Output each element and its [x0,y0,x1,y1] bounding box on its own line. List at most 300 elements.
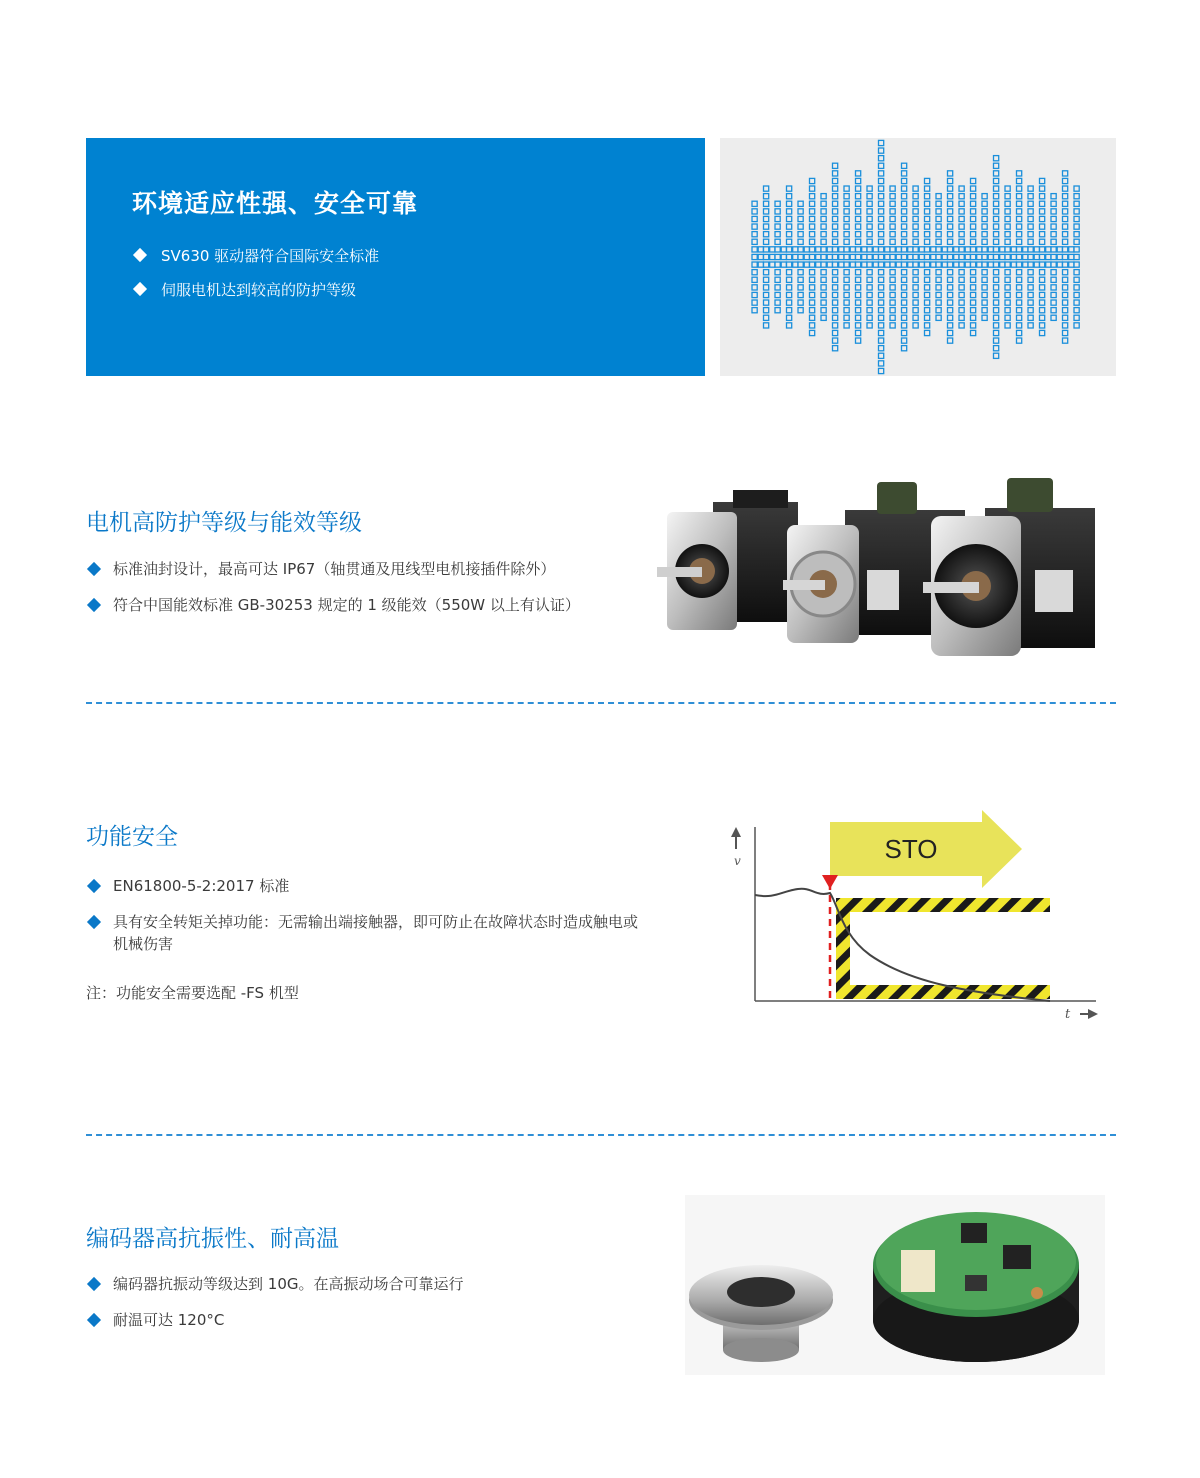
wave-cell [1017,338,1022,343]
wave-cell [821,216,826,221]
wave-cell [1074,262,1079,267]
wave-cell [844,209,849,214]
wave-cell [994,201,999,206]
safety-section-title: 功能安全 [86,824,178,850]
wave-cell [959,300,964,305]
wave-cell [913,285,918,290]
wave-cell [1028,201,1033,206]
wave-cell [936,308,941,313]
wave-cell [936,201,941,206]
wave-cell [925,216,930,221]
wave-cell [833,224,838,229]
wave-cell [787,239,792,244]
wave-cell [1040,323,1045,328]
wave-cell [764,224,769,229]
wave-cell [879,239,884,244]
wave-cell [833,216,838,221]
motor-bullet [86,558,580,594]
wave-cell [902,209,907,214]
wave-cell [1028,270,1033,275]
hero-title: 环境适应性强、安全可靠 [132,189,419,218]
wave-cell [867,201,872,206]
wave-cell [1028,239,1033,244]
wave-cell [821,270,826,275]
wave-cell [764,270,769,275]
wave-cell [879,315,884,320]
wave-cell [982,285,987,290]
wave-cell [833,262,838,267]
wave-cell [1051,300,1056,305]
wave-cell [890,262,895,267]
wave-cell [844,292,849,297]
wave-cell [844,224,849,229]
wave-cell [775,209,780,214]
wave-cell [816,254,821,259]
wave-cell [764,201,769,206]
wave-cell [1028,247,1033,252]
wave-cell [1028,254,1033,259]
wave-cell [810,277,815,282]
wave-cell [810,292,815,297]
wave-cell [925,232,930,237]
wave-cell [1051,201,1056,206]
wave-cell [959,209,964,214]
wave-cell [1005,247,1010,252]
wave-cell [839,262,844,267]
wave-cell [1063,308,1068,313]
wave-cell [948,300,953,305]
wave-cell [971,262,976,267]
wave-cell [913,224,918,229]
wave-cell [925,308,930,313]
wave-cell [936,300,941,305]
wave-cell [856,292,861,297]
wave-cell [948,224,953,229]
wave-cell [752,201,757,206]
wave-cell [879,224,884,229]
wave-cell [1034,247,1039,252]
wave-cell [902,285,907,290]
wave-cell [798,247,803,252]
wave-cell [833,323,838,328]
wave-cell [994,156,999,161]
wave-cell [1074,224,1079,229]
wave-cell [1005,201,1010,206]
wave-cell [856,216,861,221]
safety-bullet-text: 机械伤害 [113,935,174,953]
wave-cell [1028,224,1033,229]
wave-cell [902,216,907,221]
wave-cell [833,285,838,290]
wave-cell [810,216,815,221]
wave-cell [1063,292,1068,297]
wave-cell [948,262,953,267]
wave-cell [798,201,803,206]
wave-cell [1023,262,1028,267]
wave-cell [764,308,769,313]
wave-cell [959,201,964,206]
wave-cell [925,178,930,183]
wave-cell [856,308,861,313]
wave-cell [1005,239,1010,244]
wave-cell [867,262,872,267]
wave-cell [1017,323,1022,328]
wave-cell [821,262,826,267]
section-divider [86,1134,1116,1136]
wave-cell [1000,254,1005,259]
wave-cell [1000,262,1005,267]
wave-cell [1069,247,1074,252]
y-axis-arrow-icon [731,827,741,837]
wave-cell [752,270,757,275]
wave-cell [971,209,976,214]
wave-cell [890,323,895,328]
wave-cell [1040,232,1045,237]
wave-cell [1051,254,1056,259]
wave-cell [844,277,849,282]
wave-cell [959,224,964,229]
wave-cell [787,232,792,237]
wave-cell [959,277,964,282]
wave-cell [1063,247,1068,252]
wave-cell [856,178,861,183]
wave-cell [867,247,872,252]
wave-cell [810,201,815,206]
wave-cell [1057,247,1062,252]
wave-cell [1051,285,1056,290]
wave-cell [1028,262,1033,267]
wave-cell [959,186,964,191]
encoder-bullet-text: 耐温可达 120°C [113,1311,225,1329]
wave-cell [994,224,999,229]
diamond-bullet-icon [87,915,101,929]
wave-cell [798,232,803,237]
wave-cell [821,209,826,214]
safety-bullet-text: EN61800-5-2:2017 标准 [113,877,290,895]
wave-cell [965,247,970,252]
wave-cell [913,308,918,313]
wave-cell [994,247,999,252]
wave-cell [982,308,987,313]
wave-cell [948,292,953,297]
wave-cell [1028,216,1033,221]
wave-cell [1000,247,1005,252]
wave-cell [1074,186,1079,191]
wave-cell [1023,247,1028,252]
wave-cell [936,216,941,221]
wave-cell [1051,292,1056,297]
wave-cell [879,148,884,153]
wave-cell [913,292,918,297]
wave-cell [764,247,769,252]
encoder-image [685,1195,1105,1375]
wave-cell [971,178,976,183]
wave-cell [879,209,884,214]
wave-cell [879,353,884,358]
wave-cell [821,308,826,313]
wave-cell [798,285,803,290]
wave-cell [752,292,757,297]
wave-cell [1017,262,1022,267]
wave-cell [752,224,757,229]
signal-wave-graphic [720,138,1116,376]
x-axis-arrow-icon [1088,1009,1098,1019]
wave-cell [856,186,861,191]
wave-cell [850,254,855,259]
wave-cell [1017,254,1022,259]
wave-cell [994,209,999,214]
wave-cell [844,308,849,313]
safety-bullet [86,911,638,955]
wave-cell [879,232,884,237]
wave-cell [1017,201,1022,206]
wave-cell [879,300,884,305]
wave-cell [902,323,907,328]
wave-cell [988,262,993,267]
wave-cell [833,232,838,237]
wave-cell [810,315,815,320]
wave-cell [1074,247,1079,252]
wave-cell [1040,239,1045,244]
wave-cell [1040,270,1045,275]
servo-motors-image [655,470,1105,665]
wave-cell [764,285,769,290]
wave-cell [1051,277,1056,282]
wave-cell [752,239,757,244]
wave-cell [902,315,907,320]
wave-cell [764,239,769,244]
wave-cell [948,277,953,282]
wave-cell [752,308,757,313]
wave-cell [793,262,798,267]
wave-cell [948,232,953,237]
wave-cell [994,338,999,343]
wave-cell [971,186,976,191]
wave-cell [879,285,884,290]
wave-cell [948,315,953,320]
wave-cell [994,262,999,267]
wave-cell [1040,194,1045,199]
wave-cell [994,171,999,176]
wave-cell [982,194,987,199]
wave-cell [890,270,895,275]
hazard-stripe-top [836,898,1050,912]
wave-cell [982,277,987,282]
wave-cell [833,346,838,351]
wave-cell [833,247,838,252]
wave-cell [856,201,861,206]
wave-cell [856,285,861,290]
wave-cell [936,239,941,244]
encoder-bullet [86,1309,463,1331]
wave-cell [850,262,855,267]
wave-cell [1028,323,1033,328]
wave-cell [982,300,987,305]
wave-cell [942,254,947,259]
diamond-bullet-icon [87,562,101,576]
wave-cell [1005,254,1010,259]
encoder-bullet-list [86,1273,463,1331]
wave-cell [913,232,918,237]
wave-cell [764,216,769,221]
wave-cell [879,216,884,221]
wave-cell [1017,270,1022,275]
wave-cell [879,156,884,161]
wave-cell [1057,254,1062,259]
wave-cell [1040,216,1045,221]
wave-cell [816,247,821,252]
wave-cell [1069,262,1074,267]
wave-cell [908,262,913,267]
motor-bullet-text: 符合中国能效标准 GB-30253 规定的 1 级能效（550W 以上有认证） [113,596,580,614]
wave-cell [1063,216,1068,221]
wave-cell [1040,308,1045,313]
wave-cell [775,216,780,221]
wave-cell [1074,315,1079,320]
wave-cell [994,186,999,191]
wave-cell [752,247,757,252]
wave-cell [908,247,913,252]
wave-cell [833,277,838,282]
wave-cell [764,186,769,191]
wave-cell [971,201,976,206]
safety-bullet-text-block [113,911,638,955]
wave-cell [954,262,959,267]
wave-cell [1063,277,1068,282]
wave-cell [833,270,838,275]
wave-cell [839,254,844,259]
wave-cell [775,239,780,244]
wave-cell [994,323,999,328]
wave-cell [879,277,884,282]
hero-bullet-text: 伺服电机达到较高的防护等级 [161,280,357,299]
wave-cell [890,285,895,290]
wave-cell [936,209,941,214]
wave-cell [856,239,861,244]
wave-cell [764,262,769,267]
wave-cell [775,247,780,252]
wave-cell [856,232,861,237]
diamond-bullet-icon [87,598,101,612]
wave-cell [798,270,803,275]
wave-cell [936,277,941,282]
diamond-bullet-icon [87,879,101,893]
wave-cell [787,323,792,328]
wave-cell [879,338,884,343]
wave-cell [890,194,895,199]
wave-cell [856,209,861,214]
wave-cell [902,186,907,191]
wave-cell [971,224,976,229]
wave-cell [948,186,953,191]
wave-cell [844,323,849,328]
wave-cell [1051,239,1056,244]
wave-cell [1074,254,1079,259]
wave-cell [1017,239,1022,244]
wave-cell [913,254,918,259]
wave-cell [1017,232,1022,237]
wave-cell [1063,254,1068,259]
wave-cell [844,262,849,267]
wave-cell [1034,254,1039,259]
wave-cell [833,186,838,191]
wave-cell [948,323,953,328]
wave-cell [959,216,964,221]
wave-cell [1063,323,1068,328]
wave-cell [810,330,815,335]
wave-cell [821,239,826,244]
wave-cell [890,308,895,313]
wave-cell [931,247,936,252]
wave-cell [856,277,861,282]
wave-cell [1040,186,1045,191]
wave-cell [936,194,941,199]
wave-cell [833,178,838,183]
wave-cell [821,254,826,259]
wave-cell [896,247,901,252]
wave-cell [810,323,815,328]
wave-cell [867,308,872,313]
wave-cell [1063,178,1068,183]
wave-cell [994,239,999,244]
wave-cell [764,232,769,237]
wave-cell [954,247,959,252]
wave-cell [971,277,976,282]
wave-cell [1005,186,1010,191]
wave-cell [810,300,815,305]
wave-cell [1040,277,1045,282]
wave-cell [925,209,930,214]
wave-cell [925,292,930,297]
x-axis-label: t [1065,1007,1071,1022]
wave-cell [775,292,780,297]
wave-cell [959,323,964,328]
wave-cell [925,224,930,229]
wave-cell [925,315,930,320]
sto-label: STO [884,834,938,864]
wave-cell [787,254,792,259]
wave-cell [982,232,987,237]
wave-cell [827,262,832,267]
wave-cell [942,247,947,252]
wave-cell [1046,254,1051,259]
wave-cell [752,232,757,237]
wave-cell [804,247,809,252]
wave-cell [879,178,884,183]
wave-cell [1017,216,1022,221]
wave-cell [925,277,930,282]
wave-cell [1005,232,1010,237]
wave-cell [781,254,786,259]
wave-cell [775,285,780,290]
wave-cell [971,308,976,313]
wave-cell [1051,270,1056,275]
wave-cell [1063,171,1068,176]
wave-cell [804,254,809,259]
wave-cell [885,254,890,259]
wave-cell [1040,315,1045,320]
wave-cell [971,239,976,244]
wave-cell [821,224,826,229]
wave-cell [798,216,803,221]
wave-cell [816,262,821,267]
wave-cell [1028,232,1033,237]
wave-cell [810,262,815,267]
wave-cell [1063,262,1068,267]
wave-cell [890,277,895,282]
wave-cell [948,338,953,343]
wave-cell [1040,262,1045,267]
